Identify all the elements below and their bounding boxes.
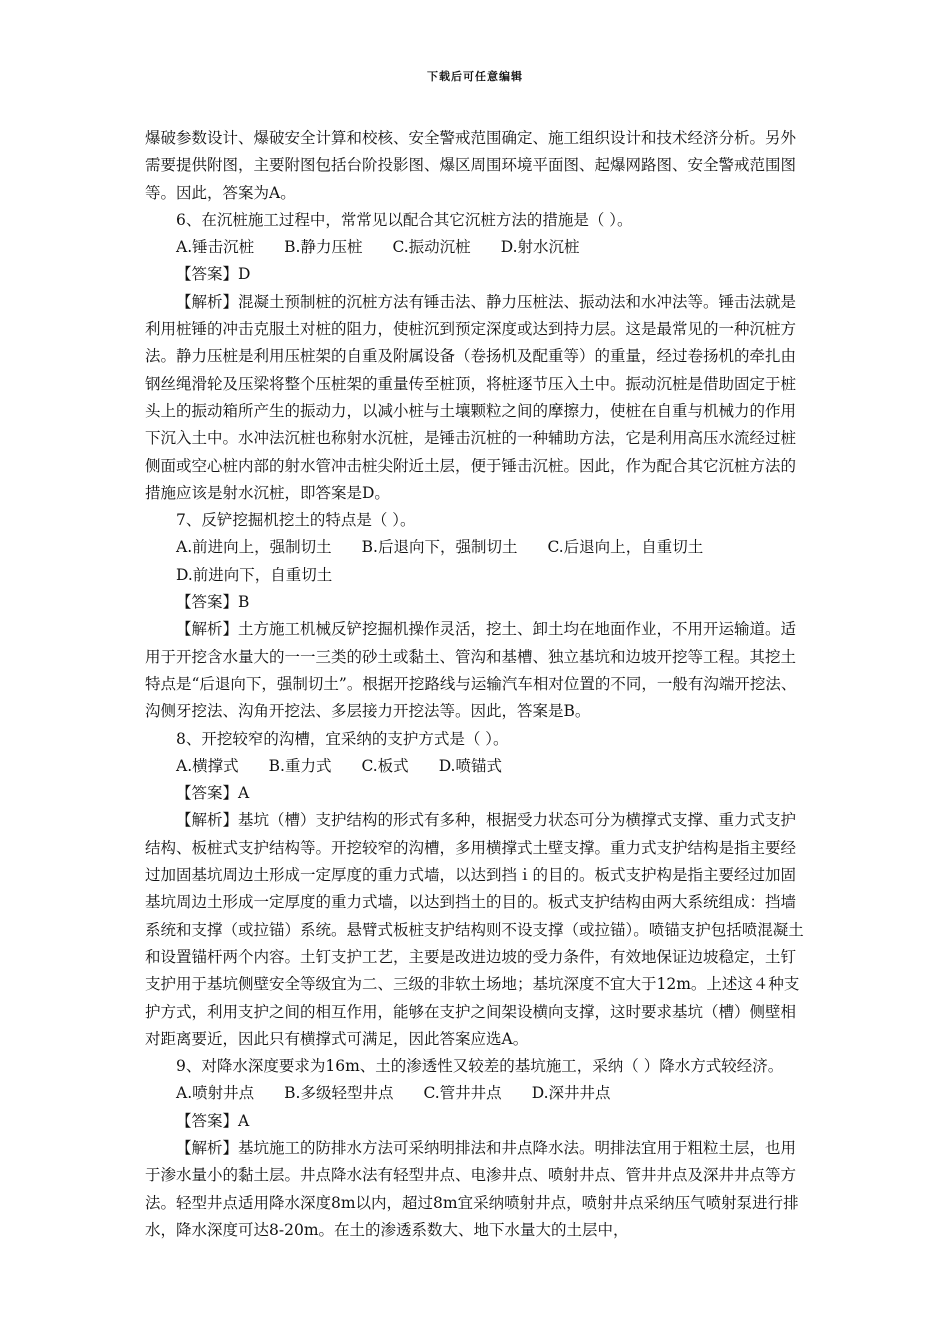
question-7-explanation: 【解析】土方施工机械反铲挖掘机操作灵活，挖土、卸土均在地面作业，不用开运输道。适用于开挖含水量大的一一三类的砂土或黏土、管沟和基槽、独立基坑和边坡开挖等工程。其挖土特点是“后退向下，强制切土”。根据开挖路线与运输汽车相对位置的不同，一般有沟端开挖法、沟侧牙挖法、沟角开挖法、多层接力开挖法等。因此，答案是B。 — [145, 620, 797, 721]
question-6: 6、在沉桩施工过程中，常常见以配合其它沉桩方法的措施是（ ）。 — [176, 210, 633, 229]
question-6-explanation: 【解析】混凝土预制桩的沉桩方法有锤击法、静力压桩法、振动法和水冲法等。锤击法就是利用桩锤的冲击克服土对桩的阻力，使桩沉到预定深度或达到持力层。这是最常见的一种沉桩方法。静力压桩是利用压桩架的自重及附属设备（卷扬机及配重等）的重量，经过卷扬机的牵扎由钢丝绳滑轮及压梁将整个压桩架的重量传至桩顶，将桩逐节压入土中。振动沉桩是借助固定于桩头上的振动箱所产生的振动力，以减小桩与土壤颗粒之间的摩擦力，使桩在自重与机械力的作用下沉入土中。水冲法沉桩也称射水沉桩，是锤击沉桩的一种辅助方法，它是利用高压水流经过桩侧面或空心桩内部的射水管冲击桩尖附近土层，便于锤击沉桩。因此，作为配合其它沉桩方法的措施应该是射水沉桩，即答案是D。 — [145, 292, 797, 502]
question-7-option-d: D.前进向下，自重切土 — [176, 565, 333, 584]
question-9: 9、对降水深度要求为16m、土的渗透性又较差的基坑施工，采纳（ ）降水方式较经济。 — [176, 1057, 784, 1076]
option: A.锤击沉桩 — [176, 238, 255, 257]
question-7-options — [145, 534, 805, 561]
question-7-answer: 【答案】B — [176, 593, 250, 612]
option: B.重力式 — [268, 756, 332, 775]
option: C.板式 — [361, 756, 409, 775]
page-header: 下载后可任意编辑 — [427, 70, 523, 83]
question-9-options — [145, 1080, 805, 1107]
question-8-explanation: 【解析】基坑（槽）支护结构的形式有多种，根据受力状态可分为横撑式支撑、重力式支护结构、板桩式支护结构等。开挖较窄的沟槽，多用横撑式土壁支撑。重力式支护结构是指主要经过加固基坑周边土形成一定厚度的重力式墙，以达到挡ｉ的目的。板式支护构是指主要经过加固基坑周边土形成一定厚度的重力式墙，以达到挡土的目的。板式支护结构由两大系统组成：挡墙系统和支撑（或拉锚）系统。悬臂式板桩支护结构则不设支撑（或拉锚）。喷锚支护包括喷混凝土和设置锚杆两个内容。土钉支护工艺，主要是改进边坡的受力条件，有效地保证边坡稳定，土钉支护用于基坑侧壁安全等级宜为二、三级的非软土场地；基坑深度不宜大于12m。上述这４种支护方式，利用支护之间的相互作用，能够在支护之间架设横向支撑，这时要求基坑（槽）侧壁相对距离要近，因此只有横撑式可满足，因此答案应选A。 — [145, 811, 804, 1048]
option: D.射水沉桩 — [500, 238, 580, 257]
question-9-explanation: 【解析】基坑施工的防排水方法可采纳明排法和井点降水法。明排法宜用于粗粒土层，也用于渗水量小的黏土层。井点降水法有轻型井点、电渗井点、喷射井点、管井井点及深井井点等方法。轻型井点适用降水深度8m以内，超过8m宜采纳喷射井点，喷射井点采纳压气喷射泵进行排水，降水深度可达8-20m。在土的渗透系数大、地下水量大的土层中， — [145, 1138, 799, 1239]
option: A.横撑式 — [176, 756, 239, 775]
option: D.喷锚式 — [438, 756, 502, 775]
question-7: 7、反铲挖掘机挖土的特点是（ ）。 — [176, 511, 416, 530]
option: D.深井井点 — [531, 1084, 611, 1103]
question-8-answer: 【答案】A — [176, 784, 250, 803]
question-6-answer: 【答案】D — [176, 265, 251, 284]
option: B.静力压桩 — [284, 238, 363, 257]
option: B.后退向下，强制切土 — [361, 538, 518, 557]
question-8: 8、开挖较窄的沟槽，宜采纳的支护方式是（ ）。 — [176, 729, 509, 748]
option: C.后退向上，自重切土 — [547, 538, 704, 557]
option: A.喷射井点 — [176, 1084, 255, 1103]
question-6-options — [145, 234, 805, 261]
option: C.振动沉桩 — [392, 238, 471, 257]
option: B.多级轻型井点 — [284, 1084, 394, 1103]
option: A.前进向上，强制切土 — [176, 538, 332, 557]
option: C.管井井点 — [423, 1084, 502, 1103]
document-body — [145, 125, 805, 1244]
question-9-answer: 【答案】A — [176, 1111, 250, 1130]
paragraph-continuation: 爆破参数设计、爆破安全计算和校核、安全警戒范围确定、施工组织设计和技术经济分析。另外需要提供附图，主要附图包括台阶投影图、爆区周围环境平面图、起爆网路图、安全警戒范围图等。因此，答案为A。 — [145, 129, 797, 202]
question-8-options — [145, 753, 805, 780]
